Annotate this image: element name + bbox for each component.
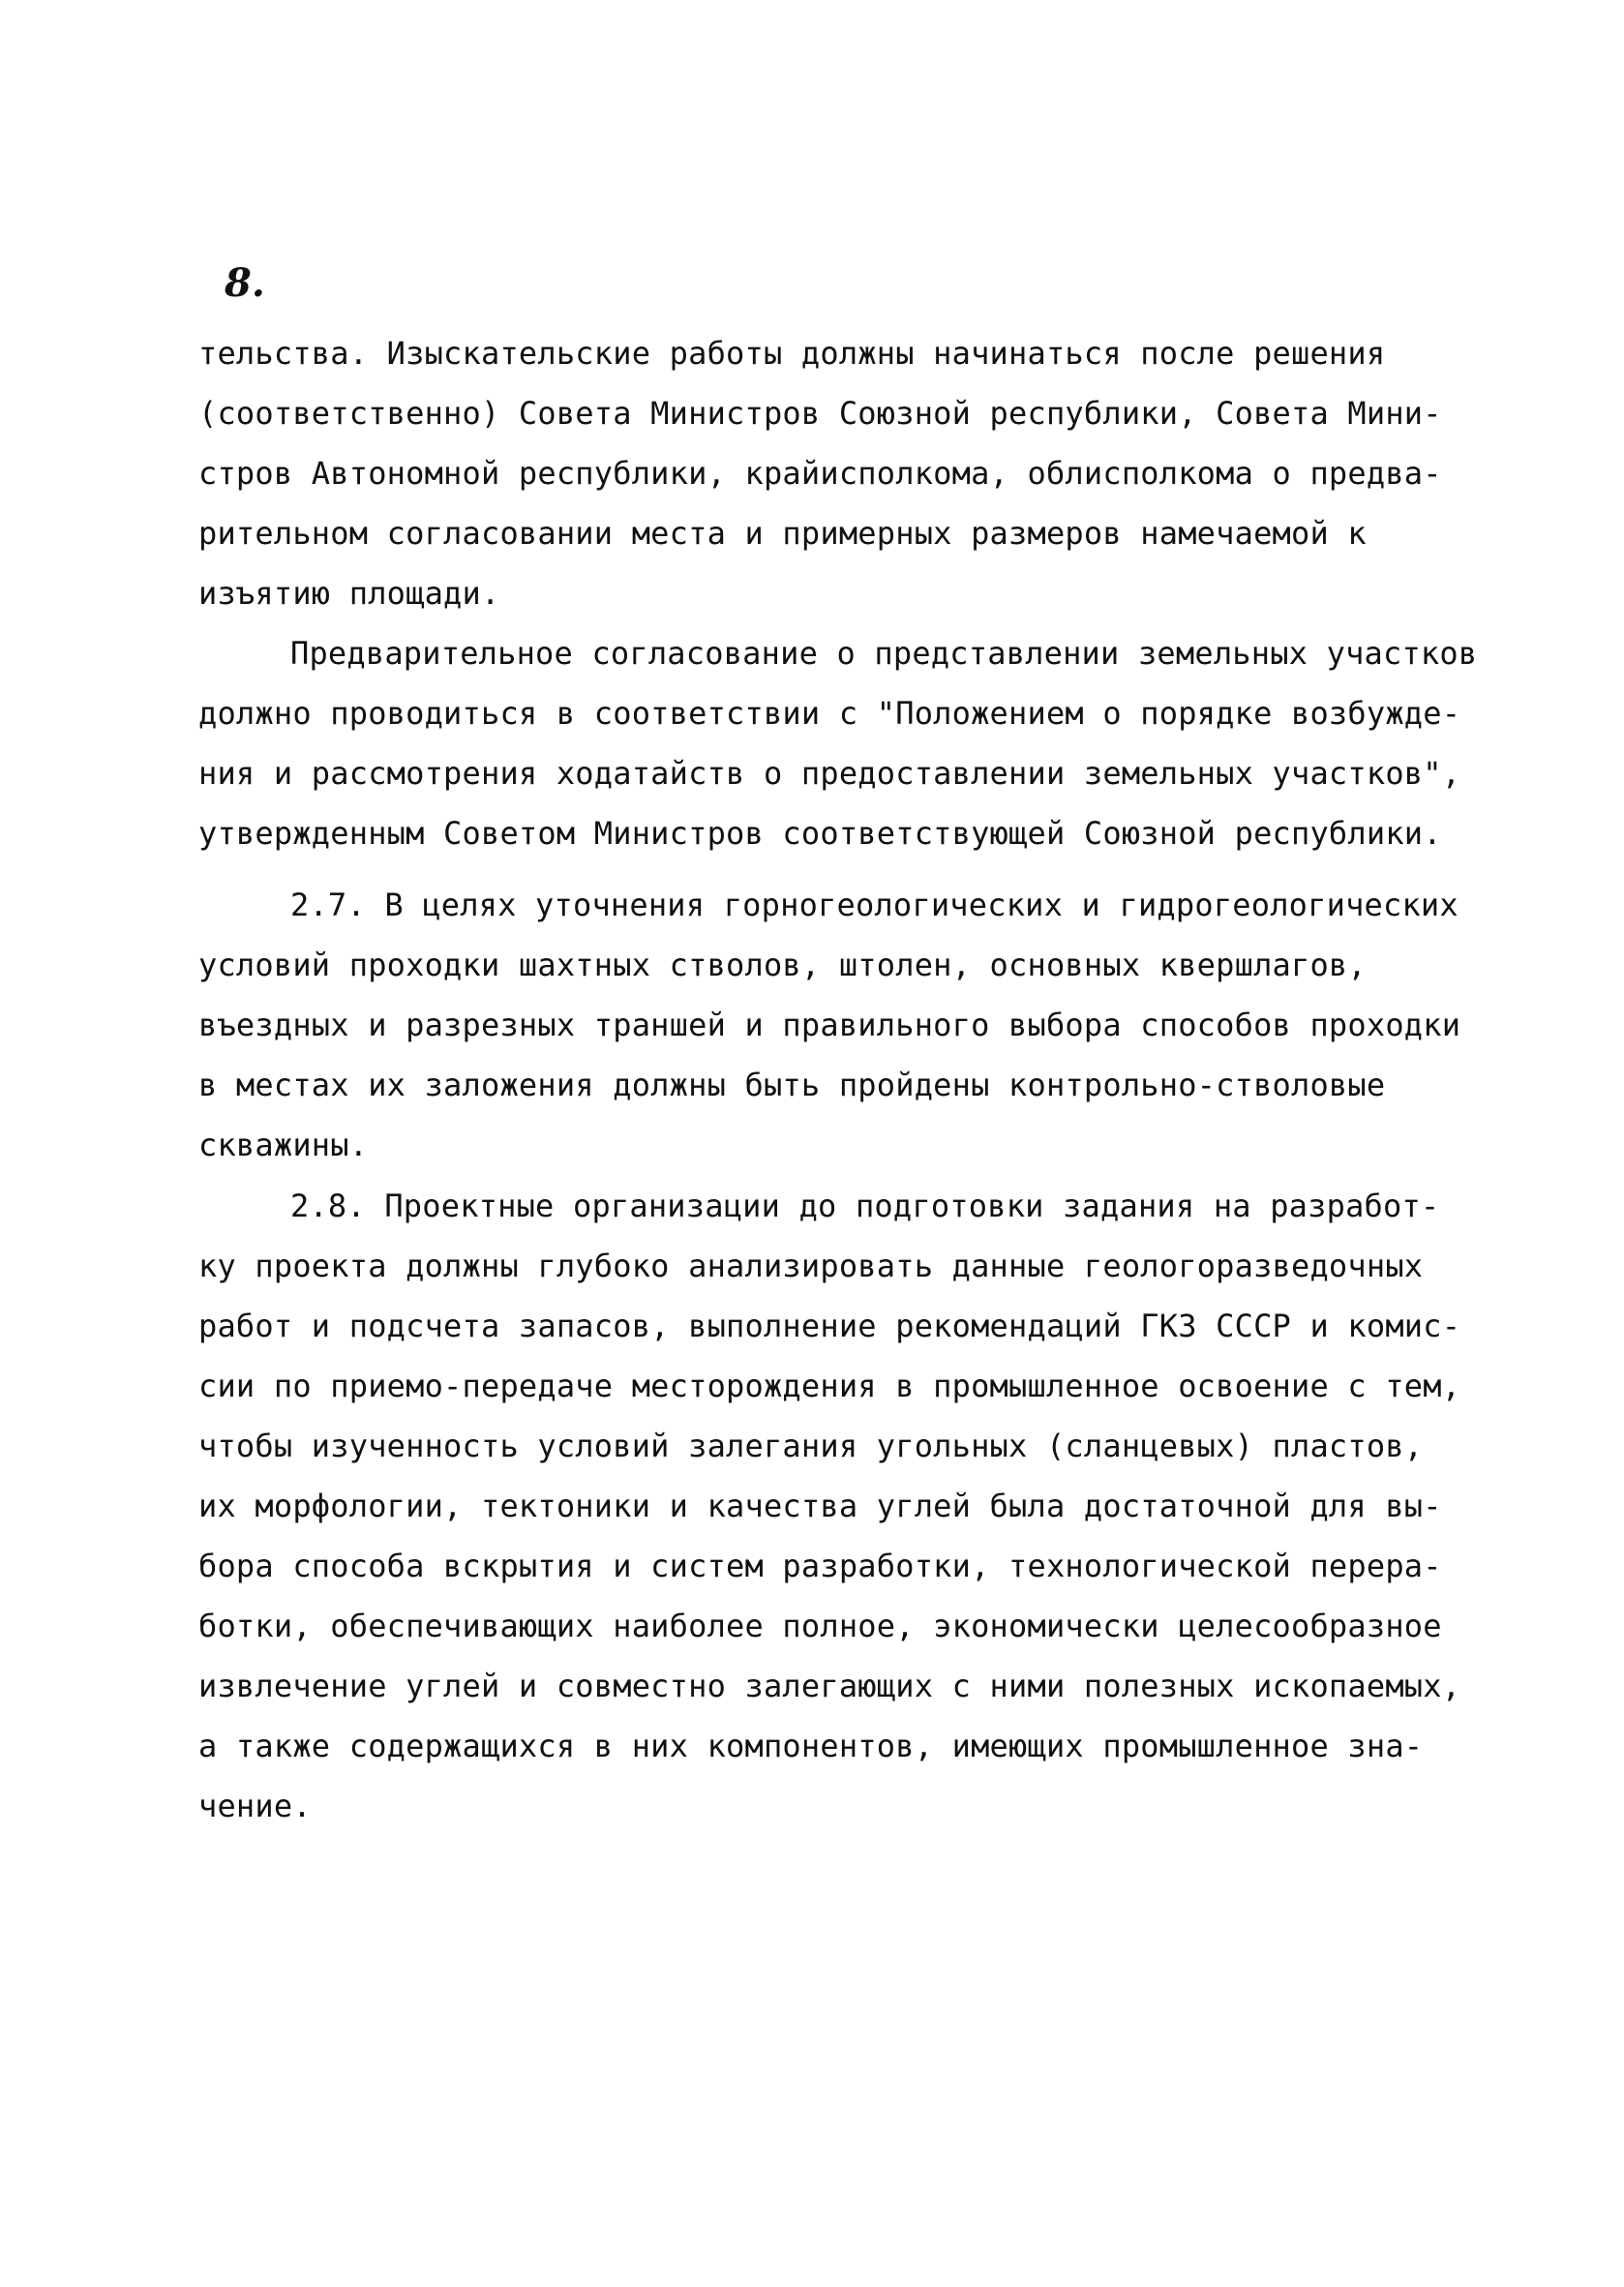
text-line: рительном согласовании места и примерных размеров намечаемой к <box>198 515 1367 552</box>
text-line: работ и подсчета запасов, выполнение рекомендаций ГКЗ СССР и комис- <box>198 1308 1461 1344</box>
text-line: изъятию площади. <box>198 575 500 612</box>
text-line: ку проекта должны глубоко анализировать данные геологоразведочных <box>198 1248 1424 1284</box>
text-line: условий проходки шахтных стволов, штолен, основных квершлагов, <box>198 947 1367 983</box>
text-line: Предварительное согласование о представлении земельных участков <box>290 635 1478 672</box>
text-line: чтобы изученность условий залегания угольных (сланцевых) пластов, <box>198 1428 1424 1464</box>
text-line: (соответственно) Совета Министров Союзной республики, Совета Мини- <box>198 395 1442 432</box>
text-line: 2.8. Проектные организации до подготовки задания на разработ- <box>290 1188 1440 1224</box>
text-line: стров Автономной республики, крайисполкома, облисполкома о предва- <box>198 455 1442 492</box>
text-line: въездных и разрезных траншей и правильного выбора способов проходки <box>198 1007 1461 1043</box>
paragraph-preliminary-agreement <box>198 623 1476 863</box>
text-line: должно проводиться в соответствии с "Положением о порядке возбужде- <box>198 695 1461 732</box>
paragraph-section-2-8 <box>198 1176 1476 1836</box>
text-line: утвержденным Советом Министров соответствующей Союзной республики. <box>198 815 1442 852</box>
paragraph-section-2-7 <box>198 875 1476 1175</box>
text-line: в местах их заложения должны быть пройдены контрольно-стволовые <box>198 1067 1386 1103</box>
text-line: тельства. Изыскательские работы должны начинаться после решения <box>198 335 1386 372</box>
text-line: 2.7. В целях уточнения горногеологических и гидрогеологических <box>290 887 1459 923</box>
text-line: чение. <box>198 1788 312 1824</box>
text-line: ботки, обеспечивающих наиболее полное, экономически целесообразное <box>198 1608 1442 1644</box>
text-line: ния и рассмотрения ходатайств о предоставлении земельных участков", <box>198 755 1461 792</box>
text-line: скважины. <box>198 1127 369 1163</box>
page-number: 8. <box>225 260 265 306</box>
text-line: сии по приемо-передаче месторождения в промышленное освоение с тем, <box>198 1368 1461 1404</box>
text-line: а также содержащихся в них компонентов, имеющих промышленное зна- <box>198 1728 1424 1764</box>
paragraph-continuation <box>198 323 1476 623</box>
text-line: извлечение углей и совместно залегающих с ними полезных ископаемых, <box>198 1668 1461 1704</box>
text-line: бора способа вскрытия и систем разработки, технологической перера- <box>198 1548 1442 1584</box>
text-line: их морфологии, тектоники и качества углей была достаточной для вы- <box>198 1488 1442 1524</box>
